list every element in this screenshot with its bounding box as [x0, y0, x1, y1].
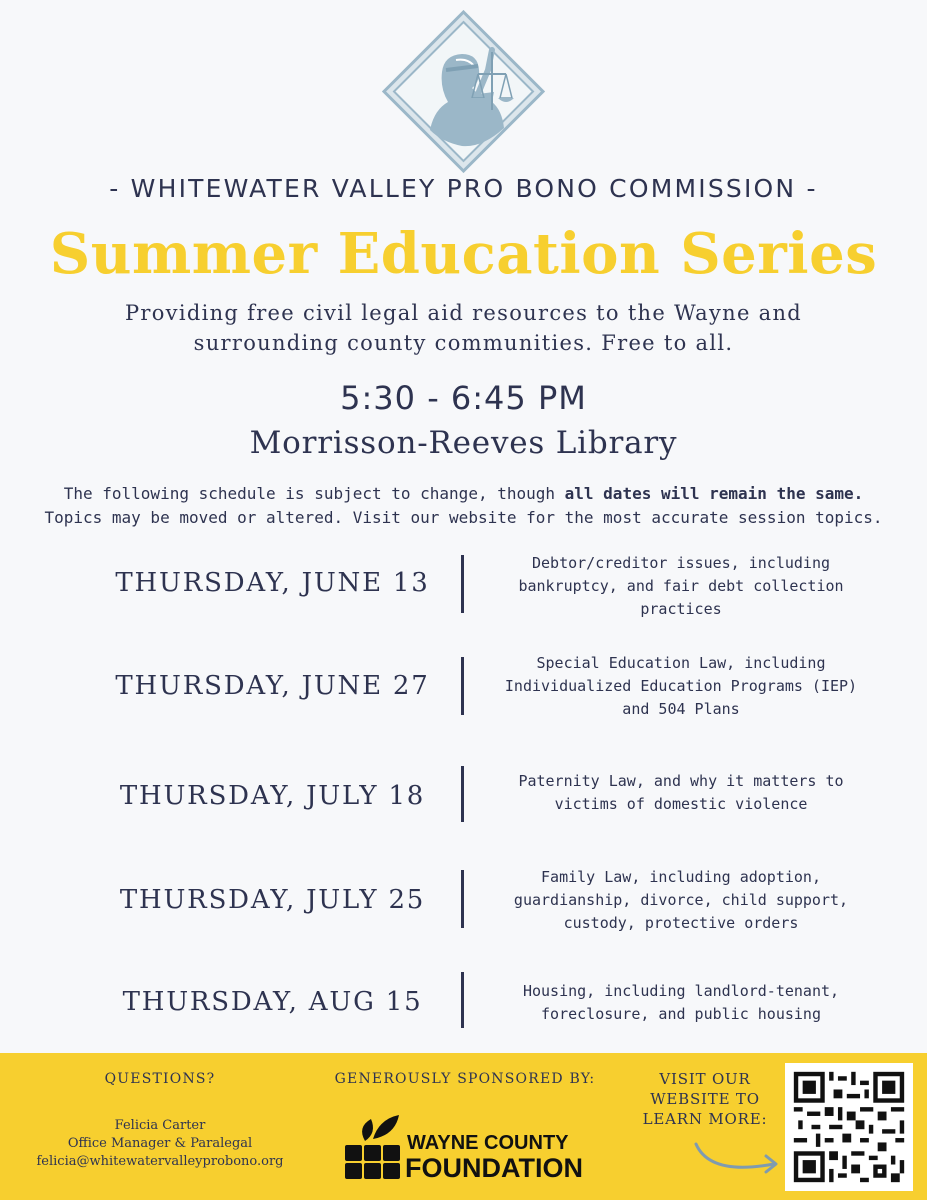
- schedule-date: THURSDAY, JULY 18: [119, 781, 426, 811]
- schedule-date: THURSDAY, AUG 15: [122, 987, 423, 1017]
- wayne-county-foundation-logo-icon: [343, 1111, 593, 1187]
- schedule-topic-line: Debtor/creditor issues, including: [531, 554, 830, 572]
- notice-line-2: Topics may be moved or altered. Visit our website for the most accurate session topics.: [44, 508, 883, 527]
- contact-email[interactable]: felicia@whitewatervalleyprobono.org: [36, 1154, 284, 1169]
- schedule-topic: [486, 652, 876, 721]
- schedule-row: [0, 654, 927, 718]
- schedule-topic-line: foreclosure, and public housing: [541, 1005, 821, 1023]
- schedule-topic-line: and 504 Plans: [622, 700, 740, 718]
- visit-line-1: VISIT OUR: [659, 1070, 751, 1088]
- notice-line-1-text: The following schedule is subject to change, though: [63, 484, 565, 503]
- lady-justice-logo-icon: [382, 10, 545, 177]
- schedule-topic-line: bankruptcy, and fair debt collection: [518, 577, 844, 595]
- contact-role: Office Manager & Paralegal: [67, 1136, 253, 1151]
- schedule-topic-line: Paternity Law, and why it matters to: [518, 772, 844, 790]
- schedule-divider: [461, 555, 464, 613]
- subtitle: [0, 298, 927, 358]
- schedule-notice: [0, 482, 927, 530]
- questions-label: QUESTIONS?: [104, 1071, 216, 1087]
- schedule-topic: [486, 980, 876, 1026]
- subtitle-line-1: Providing free civil legal aid resources to the Wayne and: [124, 301, 803, 325]
- schedule-topic-line: practices: [640, 600, 722, 618]
- schedule-topic: [486, 770, 876, 816]
- sponsor-name-line-2: FOUNDATION: [405, 1153, 583, 1183]
- subtitle-line-2: surrounding county communities. Free to all.: [193, 331, 734, 355]
- schedule-topic-line: victims of domestic violence: [554, 795, 808, 813]
- event-location: Morrisson-Reeves Library: [249, 425, 678, 461]
- event-time: 5:30 - 6:45 PM: [340, 379, 587, 417]
- curved-arrow-icon: [690, 1136, 785, 1185]
- series-title: Summer Education Series: [49, 221, 878, 287]
- sponsored-label: GENEROUSLY SPONSORED BY:: [334, 1071, 596, 1087]
- schedule-topic-line: Special Education Law, including: [536, 654, 826, 672]
- schedule-row: [0, 766, 927, 826]
- schedule-topic-line: Housing, including landlord-tenant,: [522, 982, 840, 1000]
- qr-code-icon[interactable]: [785, 1063, 913, 1191]
- schedule-topic-line: Individualized Education Programs (IEP): [504, 677, 858, 695]
- notice-line-1: [0, 482, 927, 506]
- visit-website-label: [640, 1069, 770, 1129]
- schedule-topic: [486, 866, 876, 935]
- schedule-row: [0, 972, 927, 1032]
- commission-heading: - WHITEWATER VALLEY PRO BONO COMMISSION -: [109, 174, 818, 203]
- schedule-date: THURSDAY, JULY 25: [119, 885, 426, 915]
- schedule-divider: [461, 972, 464, 1028]
- visit-line-2: WEBSITE TO: [650, 1090, 760, 1108]
- schedule-topic-line: guardianship, divorce, child support,: [513, 891, 849, 909]
- contact-name: Felicia Carter: [114, 1118, 206, 1133]
- contact-block: [20, 1117, 300, 1171]
- footer-bar: [0, 1053, 927, 1200]
- sponsor-name-line-1: WAYNE COUNTY: [407, 1132, 569, 1154]
- schedule-topic: [486, 552, 876, 621]
- schedule-divider: [461, 766, 464, 822]
- notice-line-1-bold: all dates will remain the same.: [564, 484, 864, 503]
- schedule-row: [0, 870, 927, 930]
- schedule-date: THURSDAY, JUNE 27: [115, 671, 430, 701]
- schedule-row: [0, 554, 927, 618]
- schedule-divider: [461, 657, 464, 715]
- visit-line-3: LEARN MORE:: [642, 1110, 768, 1128]
- schedule-topic-line: Family Law, including adoption,: [541, 868, 821, 886]
- schedule-divider: [461, 870, 464, 928]
- schedule-topic-line: custody, protective orders: [563, 914, 799, 932]
- schedule-date: THURSDAY, JUNE 13: [115, 568, 430, 598]
